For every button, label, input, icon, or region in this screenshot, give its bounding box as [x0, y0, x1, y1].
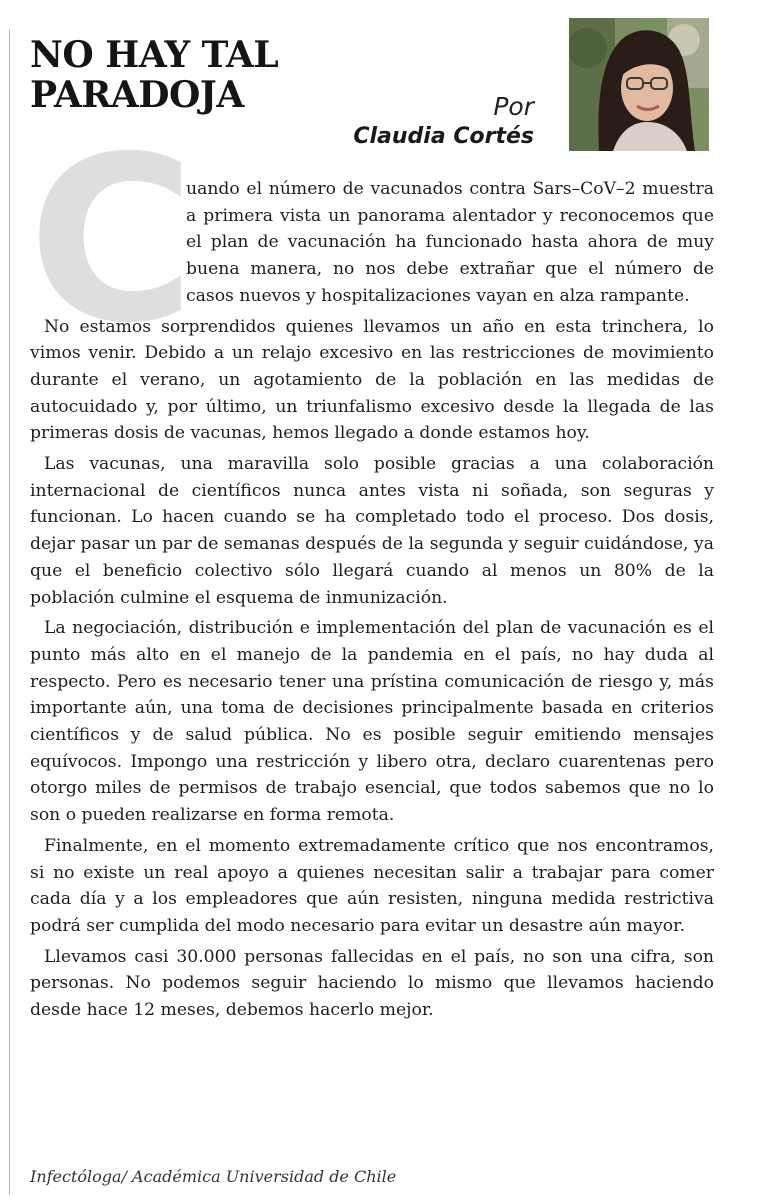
- author-name: Claudia Cortés: [353, 124, 534, 149]
- left-column-rule: [9, 30, 10, 1195]
- byline-prefix: Por: [493, 92, 534, 121]
- author-photo: [569, 18, 709, 151]
- paragraph-6: Llevamos casi 30.000 personas fallecidas en el país, no son una cifra, son personas. No podemos seguir haciendo lo mismo que llevamos haciendo desde hace 12 meses, debemos hacerlo mejor.: [30, 946, 714, 1021]
- paragraph-5: Finalmente, en el momento extremadamente crítico que nos encontramos, si no existe un real apoyo a quienes necesitan salir a trabajar para comer cada día y a los empleadores que aún resisten, ninguna medida restrictiva podrá ser cumplida del modo necesario para evitar un desastre aún mayor.: [30, 835, 714, 936]
- author-credentials: Infectóloga/ Académica Universidad de Chile: [30, 1167, 397, 1186]
- drop-cap-letter: C: [28, 107, 196, 373]
- paragraph-2: No estamos sorprendidos quienes llevamos un año en esta trinchera, lo vimos venir. Debido a un relajo excesivo en las restricciones de movimiento durante el verano, un agotamiento de la población en las medidas de autocuidado y, por último, un triunfalismo excesivo desde la llegada de las primeras dosis de vacunas, hemos llegado a donde estamos hoy.: [30, 316, 714, 444]
- paragraph-3: Las vacunas, una maravilla solo posible gracias a una colaboración internacional de científicos nunca antes vista ni soñada, son seguras y funcionan. Lo hacen cuando se ha completado todo el proceso. Dos dosis, dejar pasar un par de semanas después de la segunda y seguir cuidándose, ya que el beneficio colectivo sólo llegará cuando al menos un 80% de la población culmine el esquema de inmunización.: [30, 454, 714, 608]
- paragraph-1: uando el número de vacunados contra Sars–CoV–2 muestra a primera vista un panorama alentador y reconocemos que el plan de vacunación ha funcionado hasta ahora de muy buena manera, no nos debe extrañar que el número de casos nuevos y hospitalizaciones vayan en alza rampante.: [186, 179, 714, 306]
- paragraph-4: La negociación, distribución e implementación del plan de vacunación es el punto más alto en el manejo de la pandemia en el país, no hay duda al respecto. Pero es necesario tener una prístina comunicación de riesgo y, más importante aún, una toma de decisiones principalmente basada en criterios científicos y de salud pública. No es posible seguir emitiendo mensajes equívocos. Impongo una restricción y libero otra, declaro cuarentenas pero otorgo miles de permisos de trabajo esencial, que todos sabemos que no lo son o pueden realizarse en forma remota.: [30, 618, 714, 826]
- headline: NO HAY TAL PARADOJA: [30, 34, 279, 116]
- article-body: [30, 176, 714, 1028]
